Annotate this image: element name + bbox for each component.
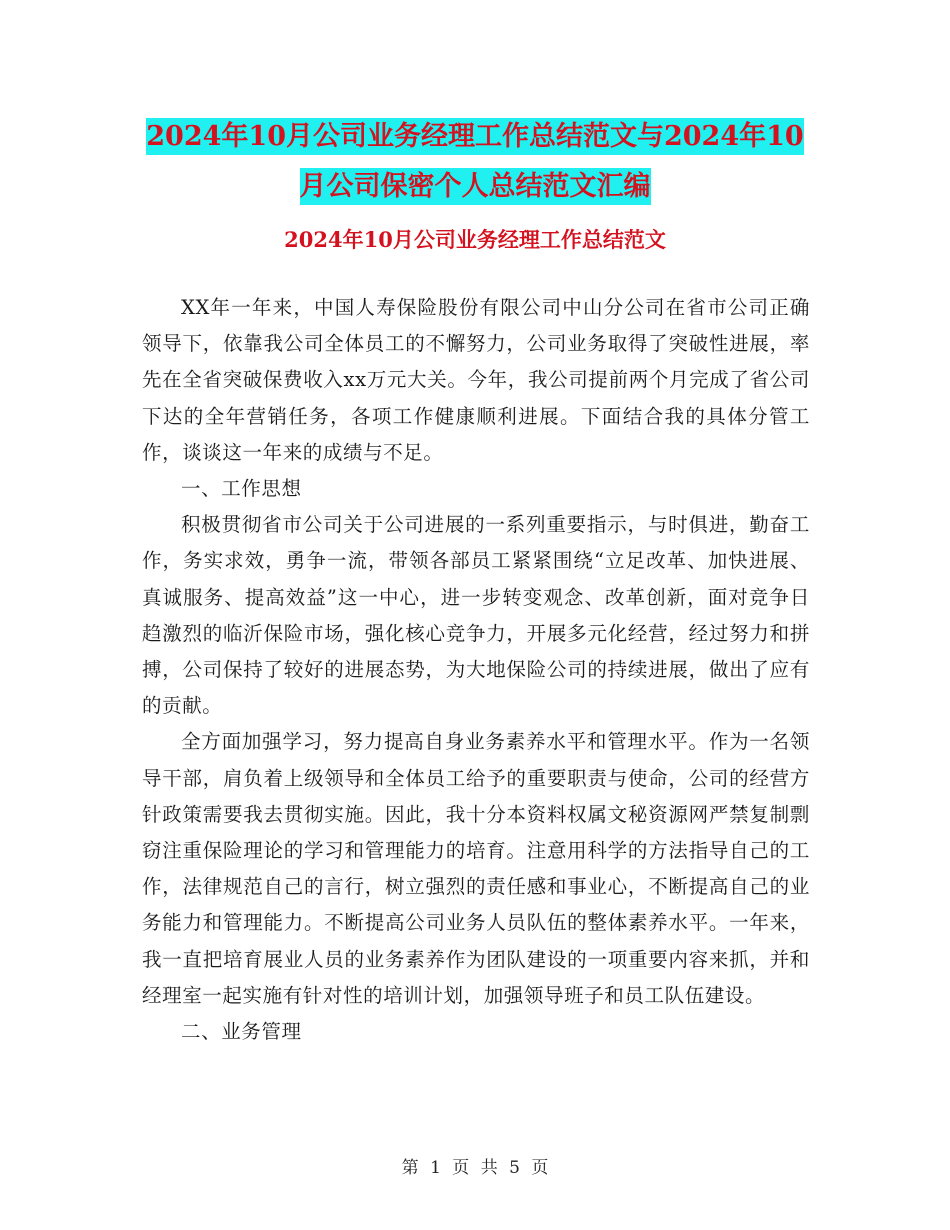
- document-title: [140, 112, 810, 212]
- page-footer: 第 1 页 共 5 页: [401, 1158, 549, 1178]
- title-line-2: 月公司保密个人总结范文汇编: [300, 168, 651, 205]
- paragraph-intro: XX年一年来，中国人寿保险股份有限公司中山分公司在省市公司正确领导下，依靠我公司全体员工的不懈努力，公司业务取得了突破性进展，率先在全省突破保费收入xx万元大关。今年，我公司提前两个月完成了省公司下达的全年营销任务，各项工作健康顺利进展。下面结合我的具体分管工作，谈谈这一年来的成绩与不足。: [142, 296, 810, 464]
- paragraph-learning: 全方面加强学习，努力提高自身业务素养水平和管理水平。作为一名领导干部，肩负着上级领导和全体员工给予的重要职责与使命，公司的经营方针政策需要我去贯彻实施。因此，我十分本资料权属文秘资源网严禁复制剽窃注重保险理论的学习和管理能力的培育。注意用科学的方法指导自己的工作，法律规范自己的言行，树立强烈的责任感和事业心，不断提高自己的业务能力和管理能力。不断提高公司业务人员队伍的整体素养水平。一年来，我一直把培育展业人员的业务素养作为团队建设的一项重要内容来抓，并和经理室一起实施有针对性的培训计划，加强领导班子和员工队伍建设。: [142, 730, 810, 1007]
- section-title: 2024年10月公司业务经理工作总结范文: [284, 227, 666, 252]
- paragraph-thinking: 积极贯彻省市公司关于公司进展的一系列重要指示，与时俱进，勤奋工作，务实求效，勇争一流，带领各部员工紧紧围绕“立足改革、加快进展、真诚服务、提高效益”这一中心，进一步转变观念、改革创新，面对竞争日趋激烈的临沂保险市场，强化核心竞争力，开展多元化经营，经过努力和拼搏，公司保持了较好的进展态势，为大地保险公司的持续进展，做出了应有的贡献。: [142, 513, 810, 718]
- heading-business-management: 二、业务管理: [181, 1020, 302, 1044]
- document-body: [142, 290, 810, 1050]
- heading-work-thinking: 一、工作思想: [181, 477, 302, 501]
- title-line-1: 2024年10月公司业务经理工作总结范文与2024年10: [146, 118, 803, 155]
